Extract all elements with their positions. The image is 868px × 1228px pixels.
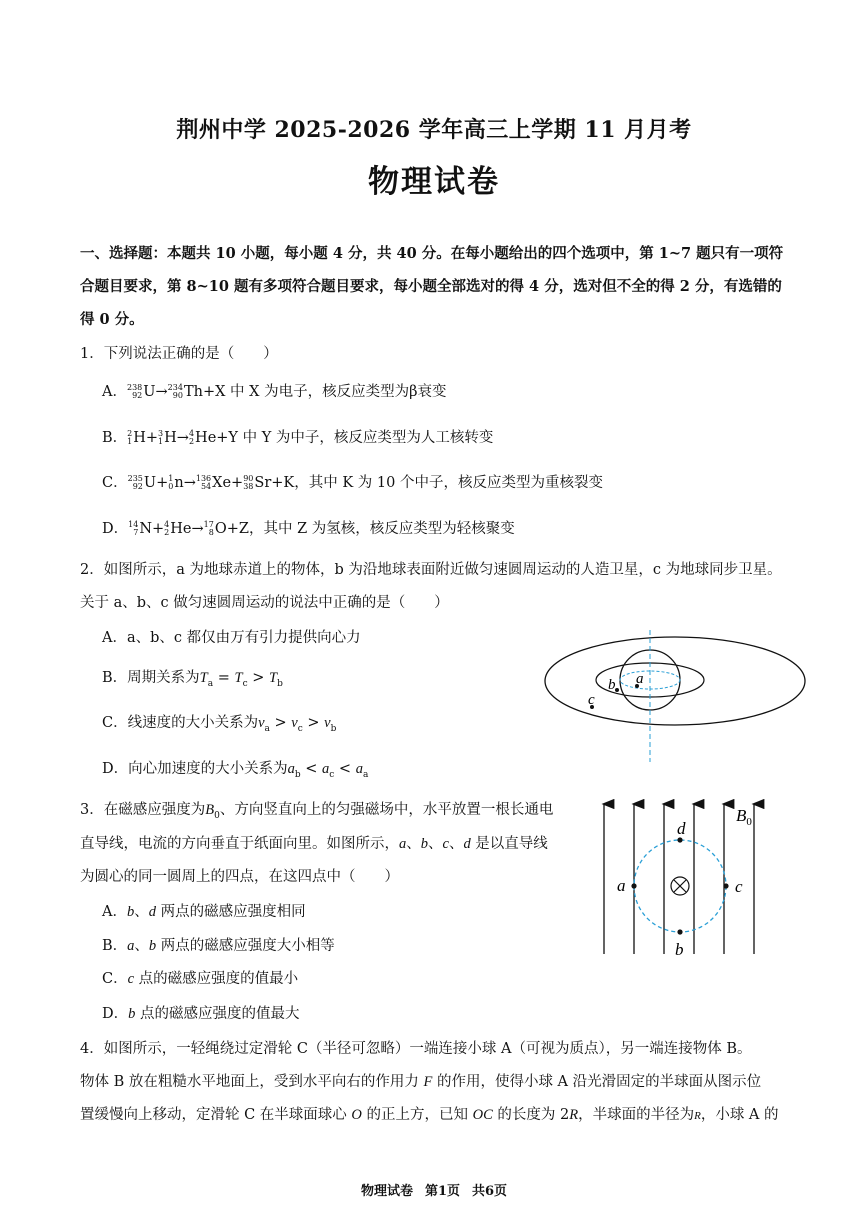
section-instructions-line1: 一、选择题：本题共 10 小题，每小题 4 分，共 40 分。在每小题给出的四个选项中，第 1~7 题只有一项符 [80, 245, 784, 262]
exam-title: 荆州中学 2025-2026 学年高三上学期 11 月月考 [176, 117, 692, 143]
q2-orbit-diagram [540, 628, 810, 764]
q3-option-a: A．b、d 两点的磁感应强度相同 [102, 904, 306, 920]
point-b [615, 688, 619, 692]
q4-line3: 置缓慢向上移动，定滑轮 C 在半球面球心 O 的正上方，已知 OC 的长度为 2R，半球面的半径为R，小球 A 的 [80, 1107, 779, 1123]
q2-stem-line1: 2．如图所示，a 为地球赤道上的物体，b 为沿地球表面附近做匀速圆周运动的人造卫星，c 为地球同步卫星。 [80, 562, 782, 578]
page-footer: 物理试卷 第1页 共6页 [360, 1184, 508, 1199]
q2-option-d: D．向心加速度的大小关系为$a_b < a_c < a_a$ [102, 761, 369, 780]
q2-option-a: A．a、b、c 都仅由万有引力提供向心力 [102, 630, 361, 646]
section-instructions-line3: 得 0 分。 [80, 311, 144, 328]
q3-option-b: B．a、b 两点的磁感应强度大小相等 [102, 938, 335, 954]
q3-option-c: C．c 点的磁感应强度的值最小 [102, 971, 299, 987]
label-b: b [675, 940, 684, 959]
q1-option-b: B． 2 1 H+ 3 1 H→ 4 2 He+Y 中 Y 为中子，核反应类型为人工核转变 [102, 429, 494, 446]
q1-option-c: C． 235 92 U+ 1 0 n→ 136 54 Xe+ 90 38 Sr+K，其中 K 为 10 个中子，核反应类型为重核裂变 [102, 474, 603, 491]
q2-stem-line2: 关于 a、b、c 做匀速圆周运动的说法中正确的是（ ） [80, 595, 449, 611]
q3-stem-line1: 3．在磁感应强度为$B_0$、方向竖直向上的匀强磁场中，水平放置一根长通电 [80, 802, 554, 821]
q3-field-diagram [592, 796, 782, 962]
label-d: d [677, 819, 686, 838]
q1-option-d: D． 14 7 N+ 4 2 He→ 17 8 O+Z，其中 Z 为氢核，核反应类型为轻核聚变 [102, 520, 515, 537]
q2-option-c: C．线速度的大小关系为$v_a > v_c > v_b$ [102, 715, 337, 734]
q1-option-a: A． 238 92 U→ 234 90 Th+X 中 X 为电子，核反应类型为β衰变 [102, 383, 447, 400]
geo-orbit [545, 637, 805, 725]
label-b: b [608, 677, 616, 693]
label-a: a [617, 876, 626, 895]
label-a: a [636, 671, 644, 687]
q3-option-d: D．b 点的磁感应强度的值最大 [102, 1006, 300, 1022]
subject-title: 物理试卷 [368, 164, 500, 200]
label-c: c [588, 692, 595, 708]
section-instructions-line2: 合题目要求，第 8~10 题有多项符合题目要求，每小题全部选对的得 4 分，选对但不全的得 2 分，有选错的 [80, 278, 782, 295]
label-c: c [735, 877, 743, 896]
q1-stem: 1．下列说法正确的是（ ） [80, 346, 278, 362]
q3-stem-line2: 直导线，电流的方向垂直于纸面向里。如图所示，a、b、c、d 是以直导线 [80, 836, 548, 852]
label-B0: $B_0$ [736, 806, 752, 828]
q2-option-b: B．周期关系为$T_a = T_c > T_b$ [102, 670, 283, 689]
q4-line2: 物体 B 放在粗糙水平地面上，受到水平向右的作用力 F 的作用，使得小球 A 沿光滑固定的半球面从图示位 [80, 1074, 762, 1090]
q3-stem-line3: 为圆心的同一圆周上的四点，在这四点中（ ） [80, 869, 399, 885]
q4-line1: 4．如图所示，一轻绳绕过定滑轮 C（半径可忽略）一端连接小球 A（可视为质点），另一端连接物体 B。 [80, 1041, 752, 1057]
